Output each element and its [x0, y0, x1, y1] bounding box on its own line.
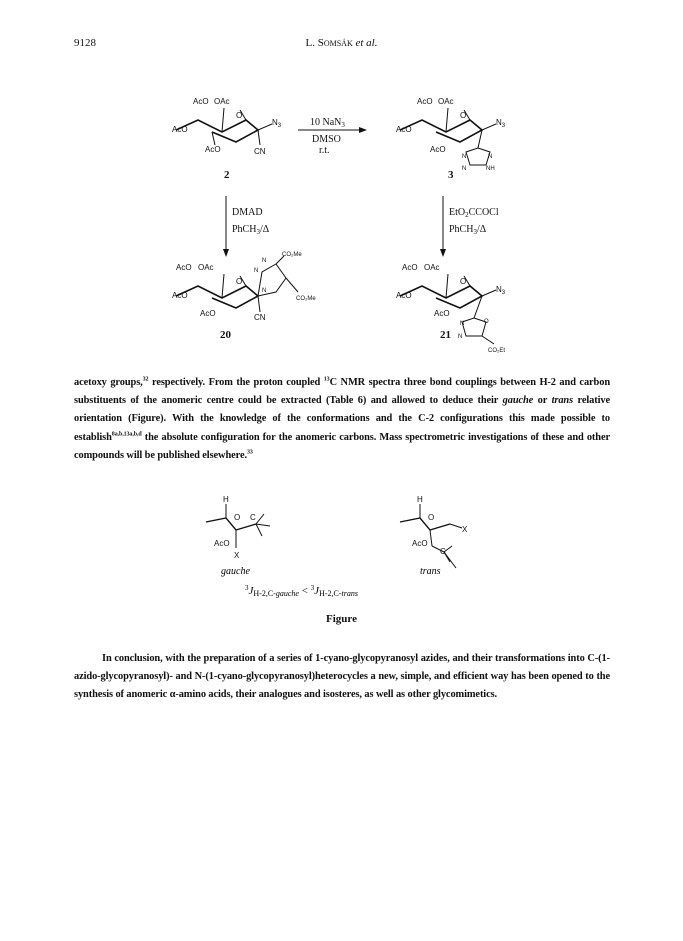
compound-label-20: 20	[220, 329, 231, 341]
aco-label: AcO	[402, 263, 418, 272]
tetrazole-n: N	[488, 154, 493, 160]
x-label: X	[462, 525, 468, 534]
running-head-author: L. Somsák	[305, 37, 353, 49]
ester-label: CO₂Et	[488, 348, 505, 354]
h-label: H	[417, 495, 423, 504]
tetrazole-n: N	[462, 154, 467, 160]
solvent-top: DMSO	[312, 134, 341, 145]
figure-caption: Figure	[326, 613, 357, 625]
reagent-right-2: PhCH$_3$/Δ	[449, 224, 487, 236]
aco-label: AcO	[193, 97, 209, 106]
tetrazole-nh: NH	[486, 166, 495, 172]
cyano-label: CN	[254, 313, 266, 322]
cyano-label: CN	[254, 147, 266, 156]
oac-label: OAc	[438, 97, 454, 106]
reference: 8a,b,13a,b,d	[111, 431, 142, 438]
triazole-n: N	[254, 268, 259, 274]
azide-label: $N_3$	[496, 118, 506, 129]
gauche-label: gauche	[221, 566, 250, 577]
aco-label: AcO	[205, 145, 221, 154]
reference: 33	[246, 449, 253, 456]
reaction-scheme	[0, 0, 683, 365]
reagent-left-2: PhCH$_3$/Δ	[232, 224, 270, 236]
temperature-top: r.t.	[319, 145, 330, 156]
aco-label: AcO	[396, 125, 412, 134]
h-label: H	[223, 495, 229, 504]
conformation-figure	[0, 490, 683, 600]
gauche-conformer	[206, 495, 270, 577]
compound-label-21: 21	[440, 329, 451, 341]
azide-label: $N_3$	[272, 118, 282, 129]
oac-label: OAc	[198, 263, 214, 272]
aco-label: AcO	[417, 97, 433, 106]
o-label: O	[428, 513, 435, 522]
aco-label: AcO	[214, 539, 230, 548]
c-label: C	[250, 513, 256, 522]
aco-label: AcO	[430, 145, 446, 154]
ring-oxygen: O	[460, 277, 467, 286]
superscript: 13	[323, 376, 330, 383]
triazole-n: N	[262, 258, 267, 264]
oxadiazole-n: N	[460, 321, 465, 327]
trans-conformer	[400, 495, 468, 577]
oac-label: OAc	[214, 97, 230, 106]
body-paragraph-2: In conclusion, with the preparation of a series of 1-cyano-glycopyranosyl azides, and their transformations into C-(1-azido-glycopyranosyl)- and N-(1-cyano-glycopyranosyl)heterocycles a new, simple, and efficient way has been opened to the synthesis of anomeric α-amino acids, their analogues and isosteres, as well as other glycomimetics.	[74, 653, 610, 701]
reaction-arrow-left	[226, 196, 270, 256]
reference: 32	[142, 376, 149, 383]
reagent-right-1: EtO$_2$CCOCl	[449, 207, 499, 219]
reaction-arrow-top	[298, 117, 366, 156]
o-label: O	[234, 513, 241, 522]
ring-oxygen: O	[460, 111, 467, 120]
reagent-left-1: DMAD	[232, 207, 263, 218]
aco-label: AcO	[434, 309, 450, 318]
x-label: X	[234, 551, 240, 560]
reagent-top: 10 NaN$_3$	[310, 117, 345, 129]
aco-label: AcO	[412, 539, 428, 548]
running-head-et-al: et al.	[355, 37, 378, 49]
c-label: C	[440, 547, 446, 556]
coupling-relation: $^3$JH-2,C-gauche < $^3$JH-2,C-trans	[245, 584, 358, 598]
oac-label: OAc	[424, 263, 440, 272]
structure-compound-20	[172, 252, 316, 341]
reaction-arrow-right	[443, 196, 499, 256]
aco-label: AcO	[396, 291, 412, 300]
ester-label: CO₂Me	[282, 252, 302, 258]
aco-label: AcO	[176, 263, 192, 272]
aco-label: AcO	[172, 291, 188, 300]
triazole-n: N	[262, 288, 267, 294]
oxadiazole-n: N	[458, 334, 463, 340]
trans-label: trans	[420, 566, 441, 577]
oxadiazole-o: O	[484, 319, 489, 325]
aco-label: AcO	[200, 309, 216, 318]
structure-compound-21	[396, 263, 506, 354]
azide-label: $N_3$	[496, 285, 506, 296]
compound-label-3: 3	[448, 169, 454, 181]
ester-label: CO₂Me	[296, 296, 316, 302]
ring-oxygen: O	[236, 277, 243, 286]
ring-oxygen: O	[236, 111, 243, 120]
structure-compound-3	[396, 97, 506, 181]
aco-label: AcO	[172, 125, 188, 134]
page-number: 9128	[74, 37, 96, 49]
compound-label-2: 2	[224, 169, 230, 181]
tetrazole-n: N	[462, 166, 467, 172]
body-paragraph-1: acetoxy groups,$^{32}$ respectively. From the proton coupled $^{13}$C NMR spectra three bond couplings between H-2 and carbon substituents of the anomeric centre could be extracted (Table 6) and allowed to deduce their gauche or trans relative orientation (Figure). With the knowledge of the conformations and the C-2 configurations this made possible to establish$^{8a,b,13a,b,d}$ the absolute configuration for the anomeric carbons. Mass spectrometric investigations of these and other compounds will be published elsewhere.$^{33}$	[74, 376, 611, 461]
structure-compound-2	[172, 97, 282, 181]
